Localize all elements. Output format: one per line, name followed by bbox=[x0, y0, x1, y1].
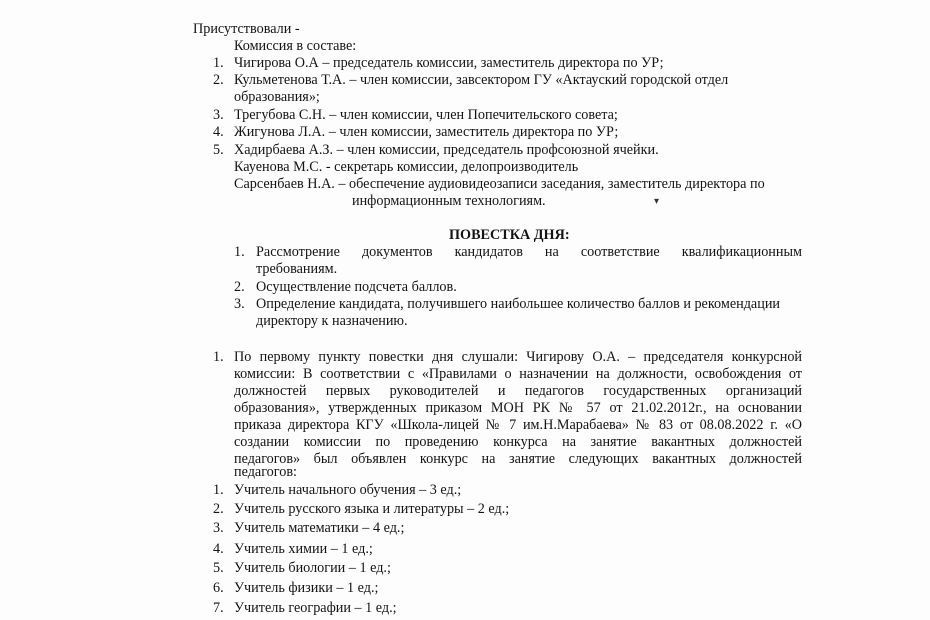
agenda-line: требованиям. bbox=[256, 261, 338, 277]
section-line: педагогов: bbox=[234, 464, 297, 480]
member-line: образования»; bbox=[234, 89, 320, 105]
vacancy-item: Учитель русского языка и литературы – 2 ед.; bbox=[234, 501, 510, 517]
member-line: Жигунова Л.А. – член комиссии, заместитель директора по УР; bbox=[234, 124, 619, 140]
scan-mark-icon: ▾ bbox=[654, 196, 660, 207]
commission-heading: Комиссия в составе: bbox=[234, 38, 357, 54]
agenda-line: Определение кандидата, получившего наибольшее количество баллов и рекомендации bbox=[256, 296, 781, 312]
agenda-line: директору к назначению. bbox=[256, 313, 408, 329]
section-line: По первому пункту повестки дня слушали: Чигирову О.А. – председателя конкурсной bbox=[234, 349, 802, 365]
section-number: 1. bbox=[213, 349, 224, 365]
vacancy-number: 3. bbox=[213, 520, 224, 536]
agenda-title: ПОВЕСТКА ДНЯ: bbox=[449, 227, 570, 243]
member-number: 3. bbox=[213, 107, 224, 123]
agenda-number: 1. bbox=[234, 244, 245, 260]
member-number: 5. bbox=[213, 142, 224, 158]
member-line: Трегубова С.Н. – член комиссии, член Попечительского совета; bbox=[234, 107, 618, 123]
section-line: должностей первых руководителей и педагогов государственных организаций bbox=[234, 383, 802, 399]
vacancy-number: 1. bbox=[213, 482, 224, 498]
vacancy-number: 4. bbox=[213, 541, 224, 557]
secretary-line: Кауенова М.С. - секретарь комиссии, делопроизводитель bbox=[234, 159, 579, 175]
section-line: образования», утвержденных приказом МОН РК № 57 от 21.02.2012г., на основании bbox=[234, 400, 802, 416]
member-number: 1. bbox=[213, 55, 224, 71]
vacancy-number: 5. bbox=[213, 560, 224, 576]
av-line-1: Сарсенбаев Н.А. – обеспечение аудиовидеозаписи заседания, заместитель директора по bbox=[234, 176, 765, 192]
agenda-number: 3. bbox=[234, 296, 245, 312]
vacancy-number: 6. bbox=[213, 580, 224, 596]
section-line: комиссии: В соответствии с «Правилами о назначении на должности, освобождения от bbox=[234, 366, 802, 382]
section-line: создании комиссии по проведению конкурса на занятие вакантных должностей bbox=[234, 434, 802, 450]
av-line-2: информационным технологиям. bbox=[352, 193, 546, 209]
vacancy-item: Учитель начального обучения – 3 ед.; bbox=[234, 482, 462, 498]
vacancy-item: Учитель химии – 1 ед.; bbox=[234, 541, 373, 557]
agenda-line: Осуществление подсчета баллов. bbox=[256, 279, 457, 295]
member-number: 2. bbox=[213, 72, 224, 88]
attendees-heading: Присутствовали - bbox=[193, 21, 300, 37]
section-line: педагогов» был объявлен конкурс на занятие следующих вакантных должностей bbox=[234, 451, 802, 467]
member-line: Чигирова О.А – председатель комиссии, заместитель директора по УР; bbox=[234, 55, 664, 71]
vacancy-item: Учитель географии – 1 ед.; bbox=[234, 600, 397, 616]
member-number: 4. bbox=[213, 124, 224, 140]
vacancy-item: Учитель математики – 4 ед.; bbox=[234, 520, 405, 536]
vacancy-item: Учитель физики – 1 ед.; bbox=[234, 580, 379, 596]
vacancy-number: 7. bbox=[213, 600, 224, 616]
member-line: Хадирбаева А.З. – член комиссии, председатель профсоюзной ячейки. bbox=[234, 142, 659, 158]
agenda-line: Рассмотрение документов кандидатов на соответствие квалификационным bbox=[256, 244, 802, 260]
member-line: Кульметенова Т.А. – член комиссии, завсектором ГУ «Актауский городской отдел bbox=[234, 72, 729, 88]
agenda-number: 2. bbox=[234, 279, 245, 295]
vacancy-number: 2. bbox=[213, 501, 224, 517]
section-line: приказа директора КГУ «Школа-лицей № 7 им.Н.Марабаева» № 83 от 08.08.2022 г. «О bbox=[234, 417, 802, 433]
vacancy-item: Учитель биологии – 1 ед.; bbox=[234, 560, 391, 576]
